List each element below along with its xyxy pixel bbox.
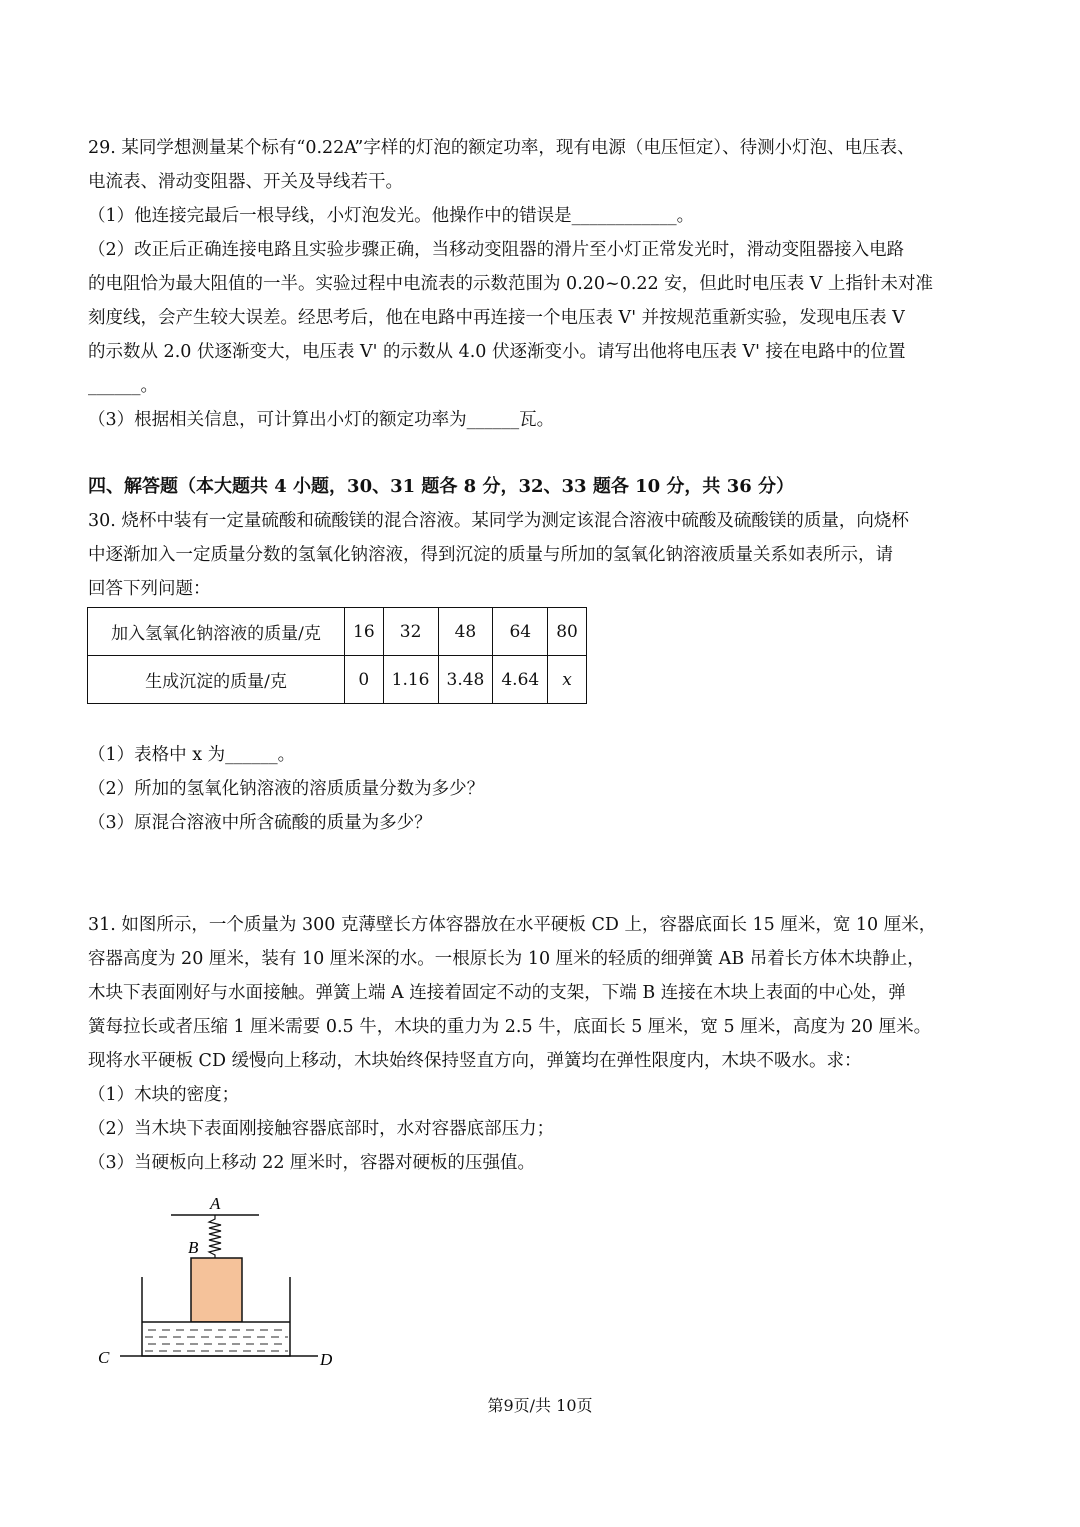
q30-sub1: （1）表格中 x 为______。 bbox=[88, 745, 296, 765]
table-cell: 80 bbox=[548, 608, 587, 656]
table-cell: 4.64 bbox=[493, 656, 548, 704]
spring-block-diagram bbox=[90, 1185, 350, 1370]
q31-line: 木块下表面刚好与水面接触。弹簧上端 A 连接着固定不动的支架，下端 B 连接在木块上表面的中心处，弹 bbox=[88, 983, 906, 1003]
wood-block bbox=[191, 1258, 242, 1322]
table-row bbox=[88, 656, 587, 704]
q31-sub3: （3）当硬板向上移动 22 厘米时，容器对硬板的压强值。 bbox=[88, 1153, 536, 1173]
q31-line: 容器高度为 20 厘米，装有 10 厘米深的水。一根原长为 10 厘米的轻质的细弹簧 AB 吊着长方体木块静止， bbox=[88, 949, 925, 969]
data-table bbox=[87, 607, 587, 704]
label-c: C bbox=[98, 1348, 110, 1367]
q29-line: 的示数从 2.0 伏逐渐变大，电压表 V' 的示数从 4.0 伏逐渐变小。请写出他将电压表 V' 接在电路中的位置 bbox=[88, 342, 906, 362]
label-a: A bbox=[210, 1194, 221, 1213]
q31-line: 簧每拉长或者压缩 1 厘米需要 0.5 牛，木块的重力为 2.5 牛，底面长 5 厘米，宽 5 厘米，高度为 20 厘米。 bbox=[88, 1017, 932, 1037]
row-label: 生成沉淀的质量/克 bbox=[88, 656, 345, 704]
q31-sub1: （1）木块的密度； bbox=[88, 1085, 240, 1105]
q31-line: 现将水平硬板 CD 缓慢向上移动，木块始终保持竖直方向，弹簧均在弹性限度内，木块不吸水。求： bbox=[88, 1051, 862, 1071]
row-label: 加入氢氧化钠溶液的质量/克 bbox=[88, 608, 345, 656]
q29-sub3: （3）根据相关信息，可计算出小灯的额定功率为______瓦。 bbox=[88, 410, 555, 430]
q30-line: 回答下列问题： bbox=[88, 579, 211, 599]
q30-line: 中逐渐加入一定质量分数的氢氧化钠溶液，得到沉淀的质量与所加的氢氧化钠溶液质量关系如表所示，请 bbox=[88, 545, 893, 565]
q29-line: 电流表、滑动变阻器、开关及导线若干。 bbox=[88, 172, 403, 192]
table-cell: 16 bbox=[345, 608, 384, 656]
table-row bbox=[88, 608, 587, 656]
table-cell: 48 bbox=[438, 608, 493, 656]
q29-sub2: （2）改正后正确连接电路且实验步骤正确，当移动变阻器的滑片至小灯正常发光时，滑动变阻器接入电路 bbox=[88, 240, 905, 260]
q29-sub1: （1）他连接完最后一根导线，小灯泡发光。他操作中的错误是____________。 bbox=[88, 206, 695, 226]
table-cell: 3.48 bbox=[438, 656, 493, 704]
label-b: B bbox=[188, 1238, 199, 1257]
q29-line: 29. 某同学想测量某个标有“0.22A”字样的灯泡的额定功率，现有电源（电压恒定）、待测小灯泡、电压表、 bbox=[88, 138, 915, 158]
spring bbox=[209, 1215, 221, 1258]
q31-sub2: （2）当木块下表面刚接触容器底部时，水对容器底部压力； bbox=[88, 1119, 555, 1139]
table-cell: 1.16 bbox=[383, 656, 438, 704]
q31-line: 31. 如图所示，一个质量为 300 克薄壁长方体容器放在水平硬板 CD 上，容器底面长 15 厘米，宽 10 厘米， bbox=[88, 915, 937, 935]
q29-line: ______。 bbox=[88, 376, 158, 396]
page-number: 第9页/共 10页 bbox=[487, 1396, 593, 1415]
label-d: D bbox=[320, 1350, 333, 1369]
table-cell: x bbox=[548, 656, 587, 704]
q29-line: 的电阻恰为最大阻值的一半。实验过程中电流表的示数范围为 0.20~0.22 安，但此时电压表 V 上指针未对准 bbox=[88, 274, 933, 294]
q30-sub3: （3）原混合溶液中所含硫酸的质量为多少？ bbox=[88, 813, 432, 833]
water bbox=[142, 1322, 290, 1355]
q30-sub2: （2）所加的氢氧化钠溶液的溶质质量分数为多少？ bbox=[88, 779, 485, 799]
table-cell: 0 bbox=[345, 656, 384, 704]
q29-line: 刻度线，会产生较大误差。经思考后，他在电路中再连接一个电压表 V' 并按规范重新实验，发现电压表 V bbox=[88, 308, 905, 328]
q30-line: 30. 烧杯中装有一定量硫酸和硫酸镁的混合溶液。某同学为测定该混合溶液中硫酸及硫酸镁的质量，向烧杯 bbox=[88, 511, 909, 531]
section-heading: 四、解答题（本大题共 4 小题，30、31 题各 8 分，32、33 题各 10 分，共 36 分） bbox=[88, 476, 795, 497]
table-cell: 64 bbox=[493, 608, 548, 656]
table-cell: 32 bbox=[383, 608, 438, 656]
